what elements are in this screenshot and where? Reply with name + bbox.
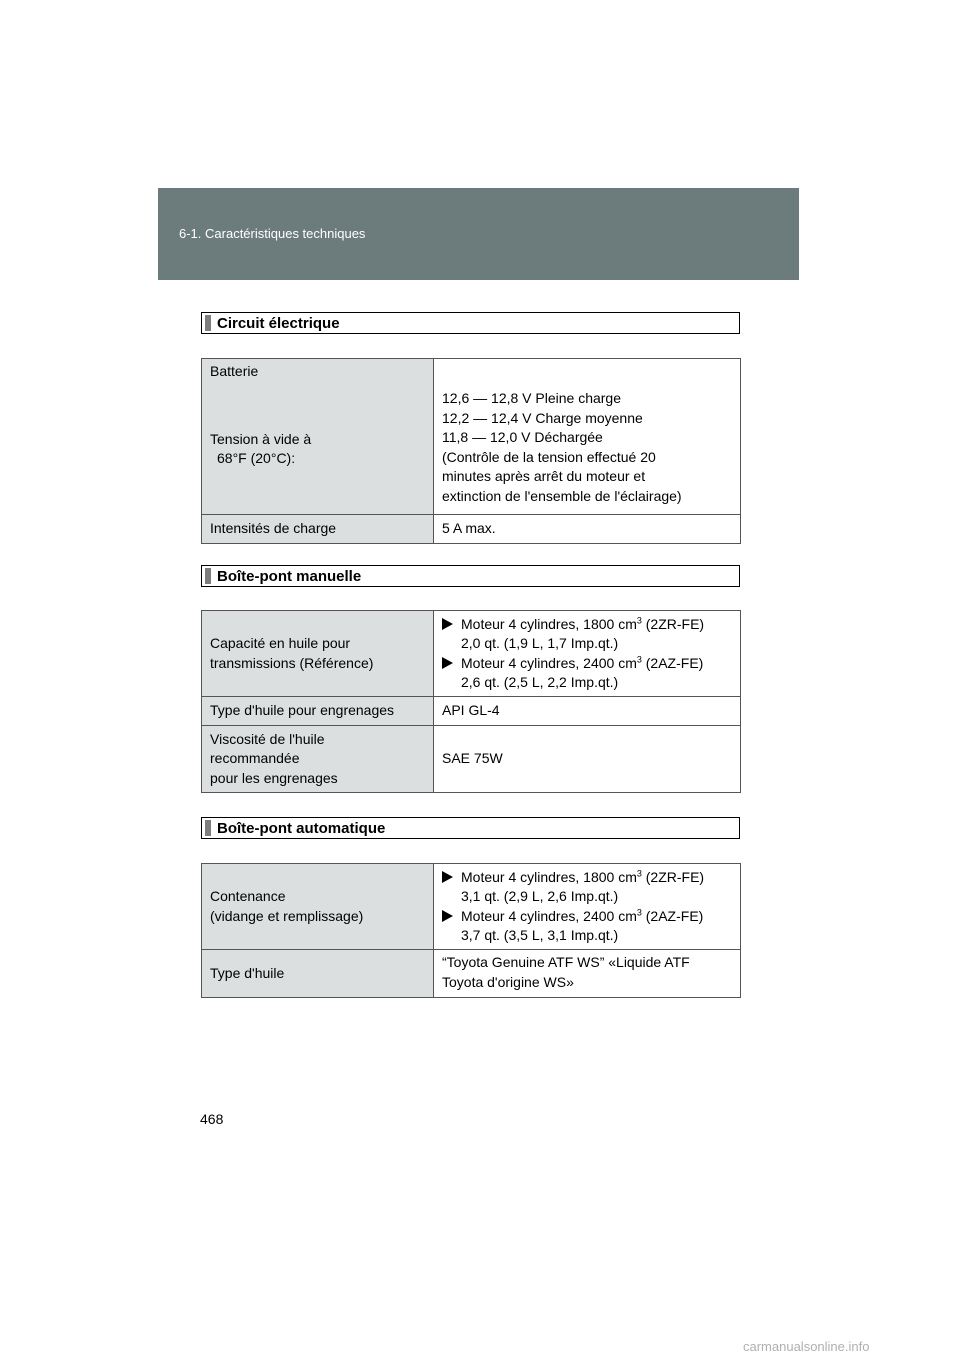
superscript: 3 (636, 906, 642, 917)
engine-text: Moteur 4 cylindres, 2400 cm (461, 907, 637, 924)
manual-table (201, 610, 741, 793)
capacity-label-cell (202, 864, 434, 950)
arrow-right-icon (442, 618, 453, 630)
engine-1800-line (442, 868, 732, 888)
electrical-table (201, 358, 741, 544)
charge-label: Intensités de charge (202, 515, 434, 544)
capacity-label: transmissions (Référence) (210, 654, 374, 671)
battery-label-cell (202, 359, 434, 515)
section-marker (205, 568, 211, 584)
engine-1800-line (442, 615, 732, 635)
voltage-note: (Contrôle de la tension effectué 20 (442, 448, 656, 465)
oiltype-value: “Toyota Genuine ATF WS” «Liquide ATF (442, 954, 690, 970)
voltage-temp-label: 68°F (20°C): (217, 450, 296, 466)
capacity-label: (vidange et remplissage) (210, 907, 364, 924)
voltage-label: Tension à vide à (210, 430, 312, 447)
arrow-right-icon (442, 657, 453, 669)
capacity-label: Contenance (210, 888, 286, 904)
engine-2400-qty: 2,6 qt. (2,5 L, 2,2 Imp.qt.) (461, 674, 619, 690)
viscosity-label: Viscosité de l'huile (210, 730, 325, 747)
engine-text: Moteur 4 cylindres, 2400 cm (461, 654, 637, 671)
charge-value: 5 A max. (434, 515, 741, 544)
engine-code: (2AZ-FE) (641, 907, 704, 924)
oiltype-value: Toyota d'origine WS» (442, 973, 574, 990)
section-marker (205, 820, 211, 836)
engine-1800-qty: 2,0 qt. (1,9 L, 1,7 Imp.qt.) (461, 635, 619, 651)
capacity-label: Capacité en huile pour (210, 635, 351, 651)
capacity-label-cell (202, 611, 434, 697)
oiltype-label: Type d'huile (202, 950, 434, 998)
table-row (202, 864, 741, 950)
oiltype-label: Type d'huile pour engrenages (202, 697, 434, 726)
arrow-right-icon (442, 910, 453, 922)
viscosity-label-cell (202, 726, 434, 793)
battery-label: Batterie (210, 363, 259, 379)
engine-text: Moteur 4 cylindres, 1800 cm (461, 615, 637, 632)
table-row (202, 950, 741, 998)
voltage-note: extinction de l'ensemble de l'éclairage) (442, 487, 682, 504)
voltage-line: 11,8 — 12,0 V Déchargée (442, 429, 603, 445)
section-title: Circuit électrique (217, 315, 340, 332)
table-row (202, 726, 741, 793)
table-row (202, 515, 741, 544)
viscosity-value: SAE 75W (434, 726, 741, 793)
engine-2400-line (442, 654, 732, 674)
automatic-table (201, 863, 741, 998)
engine-2400-line (442, 907, 732, 927)
arrow-right-icon (442, 871, 453, 883)
engine-text: Moteur 4 cylindres, 1800 cm (461, 868, 637, 885)
oiltype-value-cell (434, 950, 741, 998)
section-title-automatic (201, 817, 740, 839)
section-title: Boîte-pont manuelle (217, 568, 362, 585)
voltage-line: 12,2 — 12,4 V Charge moyenne (442, 409, 643, 426)
section-title-manual (201, 565, 740, 587)
table-row (202, 611, 741, 697)
capacity-value-cell (434, 611, 741, 697)
oiltype-value: API GL-4 (434, 697, 741, 726)
voltage-line: 12,6 — 12,8 V Pleine charge (442, 390, 622, 406)
engine-code: (2AZ-FE) (641, 654, 704, 671)
engine-code: (2ZR-FE) (641, 868, 705, 885)
section-marker (205, 315, 211, 331)
engine-1800-qty: 3,1 qt. (2,9 L, 2,6 Imp.qt.) (461, 888, 619, 904)
section-title: Boîte-pont automatique (217, 820, 386, 837)
capacity-value-cell (434, 864, 741, 950)
engine-code: (2ZR-FE) (641, 615, 705, 632)
viscosity-label: pour les engrenages (210, 769, 338, 786)
section-header: 6-1. Caractéristiques techniques (179, 226, 366, 241)
page-number: 468 (200, 1111, 224, 1127)
voltage-value-cell (434, 359, 741, 515)
superscript: 3 (636, 867, 642, 878)
superscript: 3 (636, 653, 642, 664)
voltage-note: minutes après arrêt du moteur et (442, 468, 646, 484)
watermark: carmanualsonline.info (743, 1339, 870, 1354)
section-title-electrical (201, 312, 740, 334)
viscosity-label: recommandée (210, 750, 300, 767)
table-row (202, 697, 741, 726)
engine-2400-qty: 3,7 qt. (3,5 L, 3,1 Imp.qt.) (461, 927, 619, 943)
superscript: 3 (636, 614, 642, 625)
table-row (202, 359, 741, 515)
